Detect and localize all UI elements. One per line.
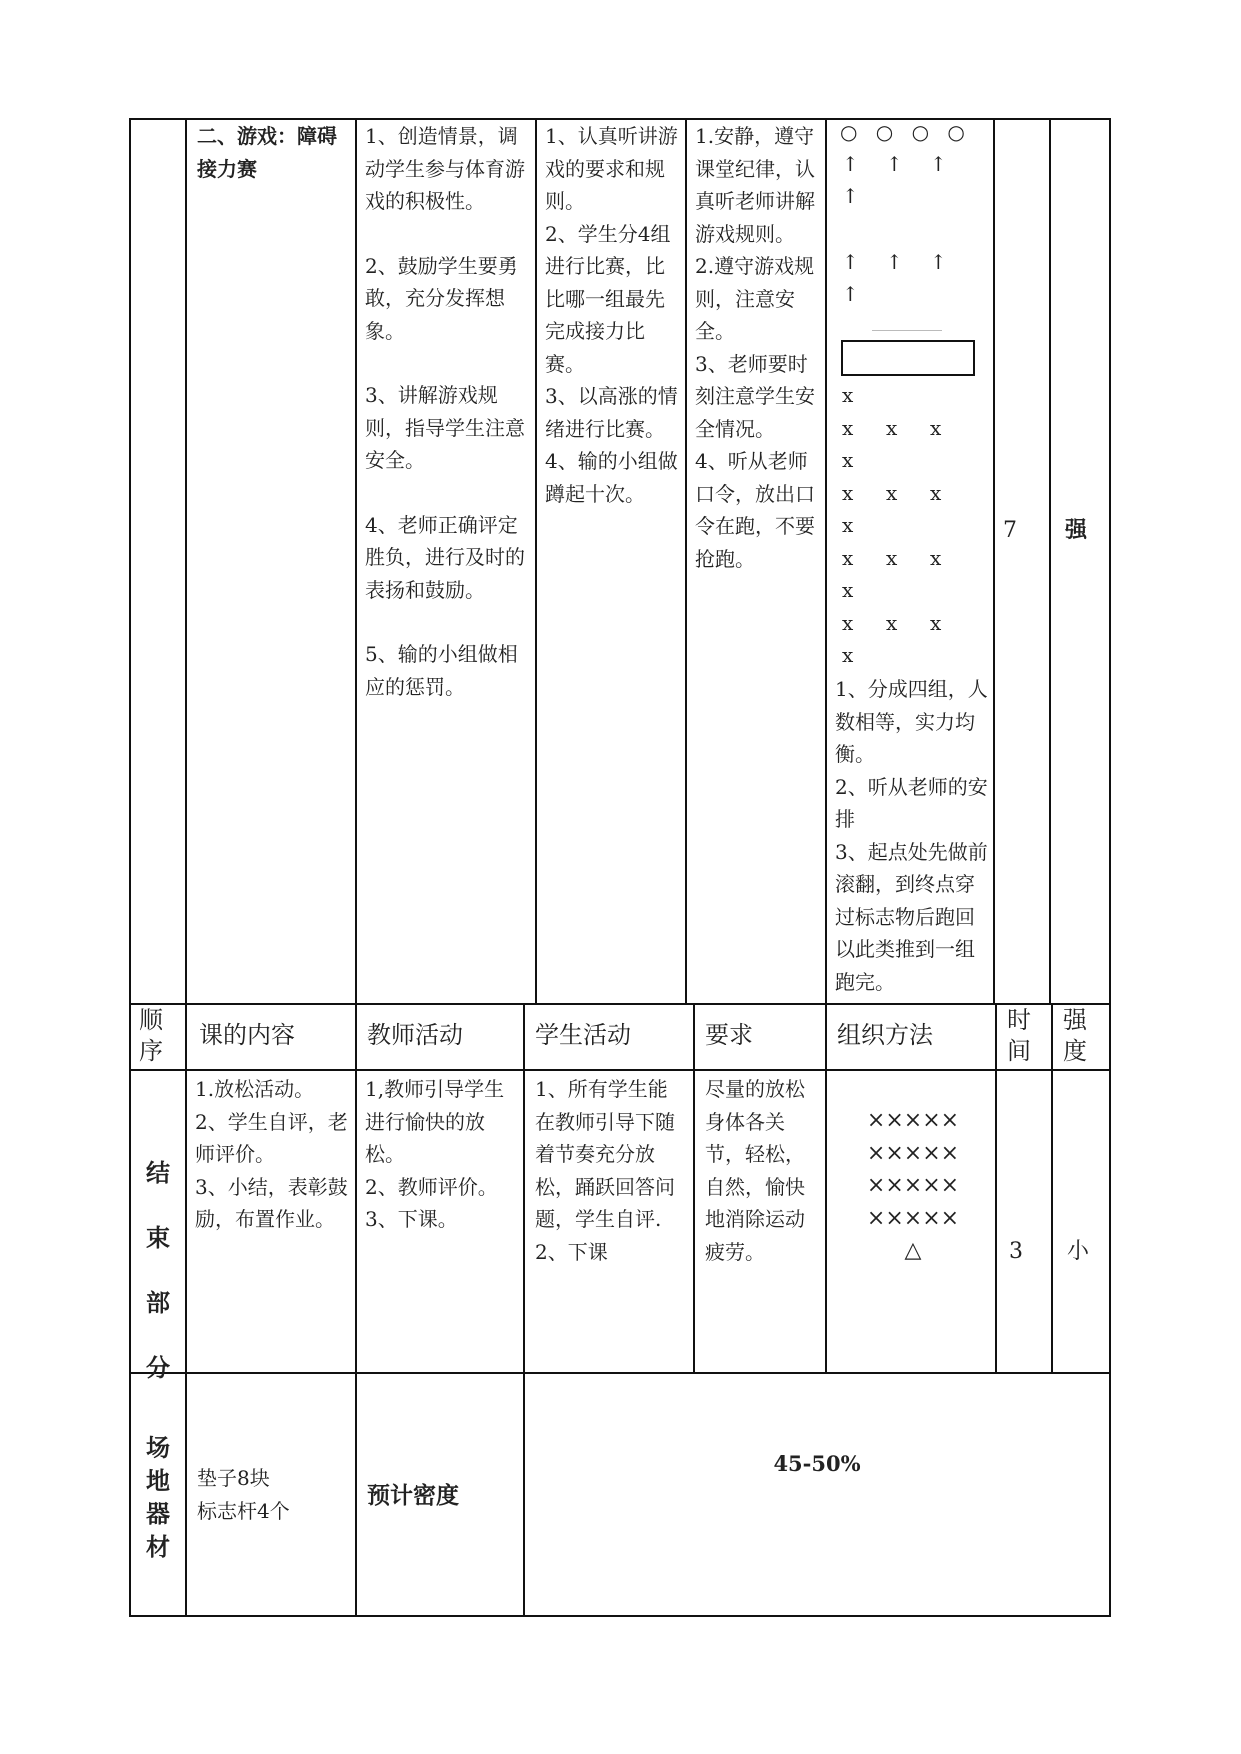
content-item: 3、小结，表彰鼓励，布置作业。	[195, 1174, 348, 1231]
student-formation-row: ×××××	[866, 1205, 960, 1231]
section-char: 器	[146, 1499, 170, 1528]
org-note: 1、分成四组，人数相等，实力均衡。	[835, 677, 988, 766]
student-item: 1、认真听讲游戏的要求和规则。	[545, 124, 678, 213]
student-mark: x	[842, 611, 854, 635]
venue-equipment	[197, 1462, 353, 1527]
student-mark: x	[842, 578, 854, 602]
organization-notes	[835, 673, 991, 998]
ending-requirement: 尽量的放松身体各关节，轻松，自然，愉快地消除运动疲劳。	[705, 1077, 805, 1264]
col-divider	[523, 1003, 525, 1617]
arrow-up-icon: ↑	[842, 184, 859, 208]
teacher-item: 2、教师评价。	[365, 1174, 498, 1199]
section-char: 材	[146, 1532, 170, 1561]
student-mark: x	[930, 416, 942, 440]
ending-teacher-activity	[365, 1073, 519, 1236]
game-requirement	[695, 120, 821, 575]
col-divider	[995, 1003, 997, 1374]
mat-rectangle	[841, 340, 975, 376]
requirement-item: 4、听从老师口令，放出口令在跑，不要抢跑。	[695, 449, 815, 571]
row-divider	[129, 1372, 1111, 1374]
student-mark: x	[886, 546, 898, 570]
col-divider	[355, 118, 357, 1617]
ending-student-activity	[535, 1073, 687, 1268]
header-content: 课的内容	[199, 1021, 295, 1049]
org-note: 3、起点处先做前滚翻，到终点穿过标志物后跑回以此类推到一组跑完。	[835, 839, 988, 994]
section-char: 束	[146, 1223, 170, 1252]
col-divider	[1051, 1003, 1053, 1374]
divider-line	[872, 330, 942, 331]
student-formation-row: ×××××	[866, 1140, 960, 1166]
col-divider	[185, 118, 187, 1617]
student-mark: x	[842, 546, 854, 570]
student-item: 3、以高涨的情绪进行比赛。	[545, 384, 678, 441]
header-time: 时间	[1007, 1006, 1031, 1065]
header-intensity: 强度	[1063, 1006, 1087, 1065]
col-divider	[685, 118, 687, 1005]
col-divider	[825, 118, 827, 1005]
student-mark: x	[886, 611, 898, 635]
arrow-up-icon: ↑	[842, 152, 859, 176]
arrow-up-icon: ↑	[930, 152, 947, 176]
content-item: 2、学生自评，老师评价。	[195, 1109, 348, 1166]
game-content-title: 二、游戏：障碍接力赛	[197, 124, 337, 181]
col-divider	[693, 1003, 695, 1374]
arrow-up-icon: ↑	[842, 250, 859, 274]
teacher-item: 1,教师引导学生进行愉快的放松。	[365, 1077, 505, 1166]
student-mark: x	[886, 481, 898, 505]
teacher-triangle-icon: △	[904, 1238, 922, 1263]
header-requirement: 要求	[705, 1021, 753, 1049]
teacher-item: 4、老师正确评定胜负，进行及时的表扬和鼓励。	[365, 512, 525, 602]
header-student: 学生活动	[535, 1021, 631, 1049]
row-divider	[129, 1003, 1111, 1005]
equipment-item: 标志杆4个	[197, 1498, 290, 1523]
row-divider	[129, 1069, 1111, 1071]
student-mark: x	[842, 481, 854, 505]
arrow-up-icon: ↑	[930, 250, 947, 274]
student-mark: x	[930, 546, 942, 570]
arrow-up-icon: ↑	[886, 250, 903, 274]
cone-markers: ○ ○ ○ ○	[840, 120, 971, 144]
teacher-item: 5、输的小组做相应的惩罚。	[365, 642, 518, 699]
student-item: 2、下课	[535, 1239, 608, 1264]
section-char: 场	[146, 1433, 170, 1462]
org-note: 2、听从老师的安排	[835, 774, 988, 831]
student-formation-row: ×××××	[866, 1108, 960, 1133]
student-formation-row: ×××××	[866, 1173, 960, 1198]
student-mark: x	[930, 611, 942, 635]
table-border-bottom	[129, 1615, 1111, 1617]
game-student-activity	[545, 120, 681, 510]
density-value: 45-50%	[773, 1451, 861, 1476]
arrow-up-icon: ↑	[842, 282, 859, 306]
student-mark: x	[842, 383, 854, 407]
game-teacher-activity	[365, 120, 529, 703]
table-border-right	[1109, 118, 1111, 1617]
student-mark: x	[842, 643, 854, 667]
game-intensity: 强	[1065, 517, 1088, 543]
student-item: 2、学生分4组进行比赛，比比哪一组最先完成接力比赛。	[545, 221, 671, 376]
section-char: 地	[146, 1466, 170, 1495]
student-mark: x	[842, 416, 854, 440]
ending-organization	[835, 1105, 991, 1268]
student-mark: x	[930, 481, 942, 505]
requirement-item: 3、老师要时刻注意学生安全情况。	[695, 351, 815, 441]
ending-intensity: 小	[1067, 1239, 1090, 1264]
ending-content	[195, 1073, 353, 1236]
venue-section-label	[131, 1431, 185, 1563]
student-mark: x	[842, 513, 854, 537]
col-divider	[535, 118, 537, 1005]
student-mark: x	[886, 416, 898, 440]
student-item: 4、输的小组做蹲起十次。	[545, 449, 678, 506]
game-time: 7	[1003, 518, 1017, 543]
ending-time: 3	[1009, 1239, 1023, 1264]
teacher-item: 3、讲解游戏规则，指导学生注意安全。	[365, 383, 525, 472]
equipment-item: 垫子8块	[197, 1466, 270, 1490]
section-char: 结	[146, 1158, 170, 1187]
content-item: 1.放松活动。	[195, 1077, 315, 1101]
density-label: 预计密度	[367, 1482, 459, 1509]
col-divider	[993, 118, 995, 1005]
teacher-item: 2、鼓励学生要勇敢，充分发挥想象。	[365, 253, 518, 343]
student-item: 1、所有学生能在教师引导下随着节奏充分放松，踊跃回答问题，学生自评.	[535, 1077, 675, 1231]
header-teacher: 教师活动	[367, 1021, 463, 1049]
section-char: 部	[146, 1288, 170, 1317]
col-divider	[1049, 118, 1051, 1005]
arrow-up-icon: ↑	[886, 152, 903, 176]
teacher-item: 1、创造情景，调动学生参与体育游戏的积极性。	[365, 124, 525, 213]
ending-section-label	[131, 1140, 185, 1400]
student-mark: x	[842, 448, 854, 472]
header-organization: 组织方法	[837, 1021, 933, 1049]
section-char: 分	[146, 1353, 170, 1382]
header-order: 顺序	[139, 1006, 163, 1065]
teacher-item: 3、下课。	[365, 1207, 458, 1231]
requirement-item: 2.遵守游戏规则，注意安全。	[695, 254, 815, 343]
requirement-item: 1.安静，遵守课堂纪律，认真听老师讲解游戏规则。	[695, 124, 815, 246]
col-divider	[825, 1003, 827, 1374]
